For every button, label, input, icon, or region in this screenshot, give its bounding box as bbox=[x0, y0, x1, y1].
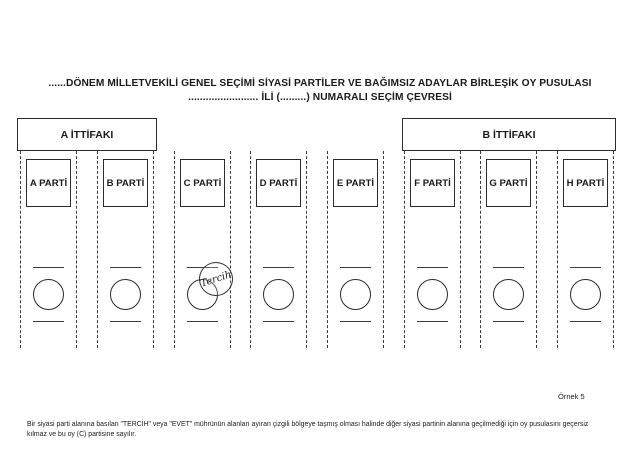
vote-circle[interactable] bbox=[493, 279, 524, 310]
party-name-box: D PARTİ bbox=[256, 159, 301, 207]
vote-circle[interactable] bbox=[33, 279, 64, 310]
separator-line bbox=[570, 321, 601, 322]
party-name-box: A PARTİ bbox=[26, 159, 71, 207]
party-name-box: B PARTİ bbox=[103, 159, 148, 207]
vote-circle[interactable] bbox=[417, 279, 448, 310]
separator-line bbox=[263, 267, 294, 268]
separator-line bbox=[570, 267, 601, 268]
vote-circle[interactable] bbox=[340, 279, 371, 310]
party-name-box: E PARTİ bbox=[333, 159, 378, 207]
vote-circle[interactable] bbox=[263, 279, 294, 310]
party-name-box: G PARTİ bbox=[486, 159, 531, 207]
separator-line bbox=[263, 321, 294, 322]
separator-line bbox=[33, 321, 64, 322]
footnote-text: Bir siyasi parti alanına basılan "TERCİH" veya "EVET" mührünün alanları ayıran çizgili bölgeye taşmış olması halinde diğer siyasi partinin alanına geçilmediği için oy pusulasını geçersiz kılmaz ve bu oy (C) partisine sayılır. bbox=[27, 421, 589, 438]
separator-line bbox=[417, 267, 448, 268]
party-column-f[interactable] bbox=[404, 151, 461, 348]
separator-line bbox=[417, 321, 448, 322]
party-column-g[interactable] bbox=[480, 151, 537, 348]
ballot-subtitle: ........................ İLİ (.........) NUMARALI SEÇİM ÇEVRESİ bbox=[188, 92, 452, 103]
separator-line bbox=[493, 267, 524, 268]
alliance-a-header: A İTTİFAKI bbox=[17, 118, 157, 151]
party-column-e[interactable] bbox=[327, 151, 384, 348]
party-name-box: H PARTİ bbox=[563, 159, 608, 207]
party-column-c[interactable] bbox=[174, 151, 231, 348]
separator-line bbox=[110, 321, 141, 322]
separator-line bbox=[340, 321, 371, 322]
tercih-stamp: Tercih bbox=[195, 258, 238, 301]
ballot-title: ......DÖNEM MİLLETVEKİLİ GENEL SEÇİMİ SİYASİ PARTİLER VE BAĞIMSIZ ADAYLAR BİRLEŞİK OY PUSULASI bbox=[48, 78, 592, 89]
party-column-b[interactable] bbox=[97, 151, 154, 348]
party-column-h[interactable] bbox=[557, 151, 614, 348]
separator-line bbox=[493, 321, 524, 322]
alliance-b-header: B İTTİFAKI bbox=[402, 118, 616, 151]
separator-line bbox=[33, 267, 64, 268]
example-label: Örnek 5 bbox=[558, 392, 585, 401]
separator-line bbox=[340, 267, 371, 268]
party-column-a[interactable] bbox=[20, 151, 77, 348]
party-column-d[interactable] bbox=[250, 151, 307, 348]
vote-circle[interactable] bbox=[110, 279, 141, 310]
party-name-box: F PARTİ bbox=[410, 159, 455, 207]
separator-line bbox=[110, 267, 141, 268]
party-name-box: C PARTİ bbox=[180, 159, 225, 207]
separator-line bbox=[187, 321, 218, 322]
vote-circle[interactable] bbox=[570, 279, 601, 310]
